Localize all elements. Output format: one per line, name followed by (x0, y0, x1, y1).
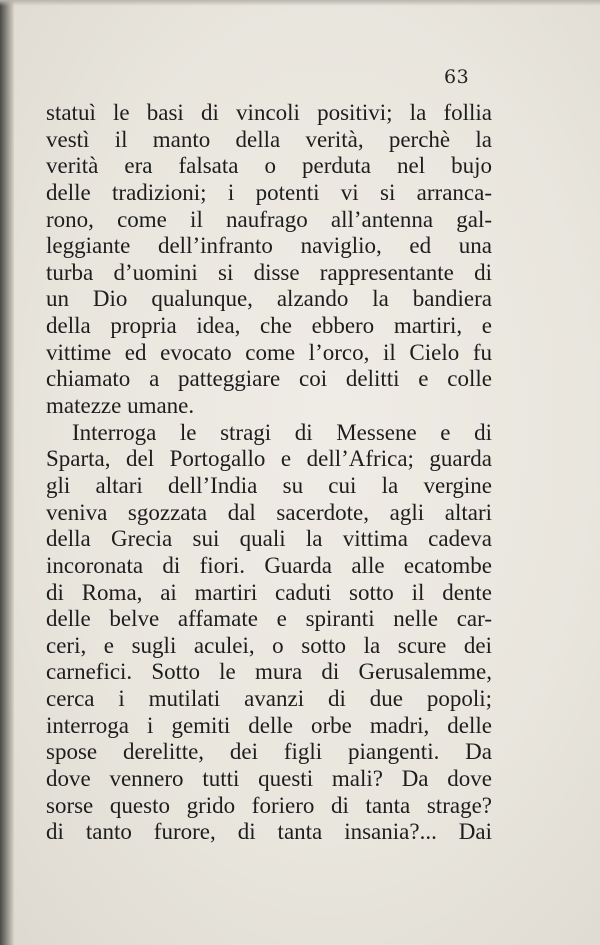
text-line: spose derelitte, dei figli piangenti. Da (46, 739, 492, 765)
text-line: Interroga le stragi di Messene e di (72, 419, 492, 445)
text-line: sorse questo grido foriero di tanta strage? (46, 792, 492, 818)
text-line: leggiante dell’infranto naviglio, ed una (46, 233, 492, 259)
text-line: interroga i gemiti delle orbe madri, delle (46, 712, 492, 738)
text-line: gli altari dell’India su cui la vergine (46, 472, 492, 498)
text-line: ceri, e sugli aculei, o sotto la scure dei (46, 632, 492, 658)
text-line: chiamato a patteggiare coi delitti e colle (46, 366, 492, 392)
text-line: matezze umane. (46, 393, 195, 419)
page-binding-edge (0, 0, 14, 945)
page-number: 63 (444, 66, 470, 88)
body-text (46, 100, 492, 846)
page-top-edge (0, 0, 600, 6)
text-line: rono, come il naufrago all’antenna gal- (46, 206, 492, 232)
text-line: vestì il manto della verità, perchè la (46, 126, 492, 152)
text-line: di Roma, ai martiri caduti sotto il dente (46, 579, 492, 605)
text-line: dove vennero tutti questi mali? Da dove (46, 766, 492, 792)
text-line: turba d’uomini si disse rappresentante di (46, 259, 492, 285)
text-line: di tanto furore, di tanta insania?... Dai (46, 819, 492, 845)
text-line: vittime ed evocato come l’orco, il Cielo fu (46, 339, 492, 365)
text-line: un Dio qualunque, alzando la bandiera (46, 286, 492, 312)
text-line: incoronata di fiori. Guarda alle ecatombe (46, 552, 492, 578)
text-line: cerca i mutilati avanzi di due popoli; (46, 686, 492, 712)
paragraph-1 (46, 100, 492, 420)
text-line: verità era falsata o perduta nel bujo (46, 153, 492, 179)
text-line: della propria idea, che ebbero martiri, e (46, 313, 492, 339)
text-line: carnefici. Sotto le mura di Gerusalemme, (46, 659, 492, 685)
text-line: statuì le basi di vincoli positivi; la follia (46, 100, 492, 125)
paragraph-2 (46, 420, 492, 846)
text-line: delle tradizioni; i potenti vi si arranca- (46, 179, 492, 205)
text-line: veniva sgozzata dal sacerdote, agli altari (46, 499, 492, 525)
text-line: della Grecia sui quali la vittima cadeva (46, 526, 492, 552)
text-line: delle belve affamate e spiranti nelle car- (46, 606, 492, 632)
text-line: Sparta, del Portogallo e dell’Africa; guarda (46, 446, 492, 472)
